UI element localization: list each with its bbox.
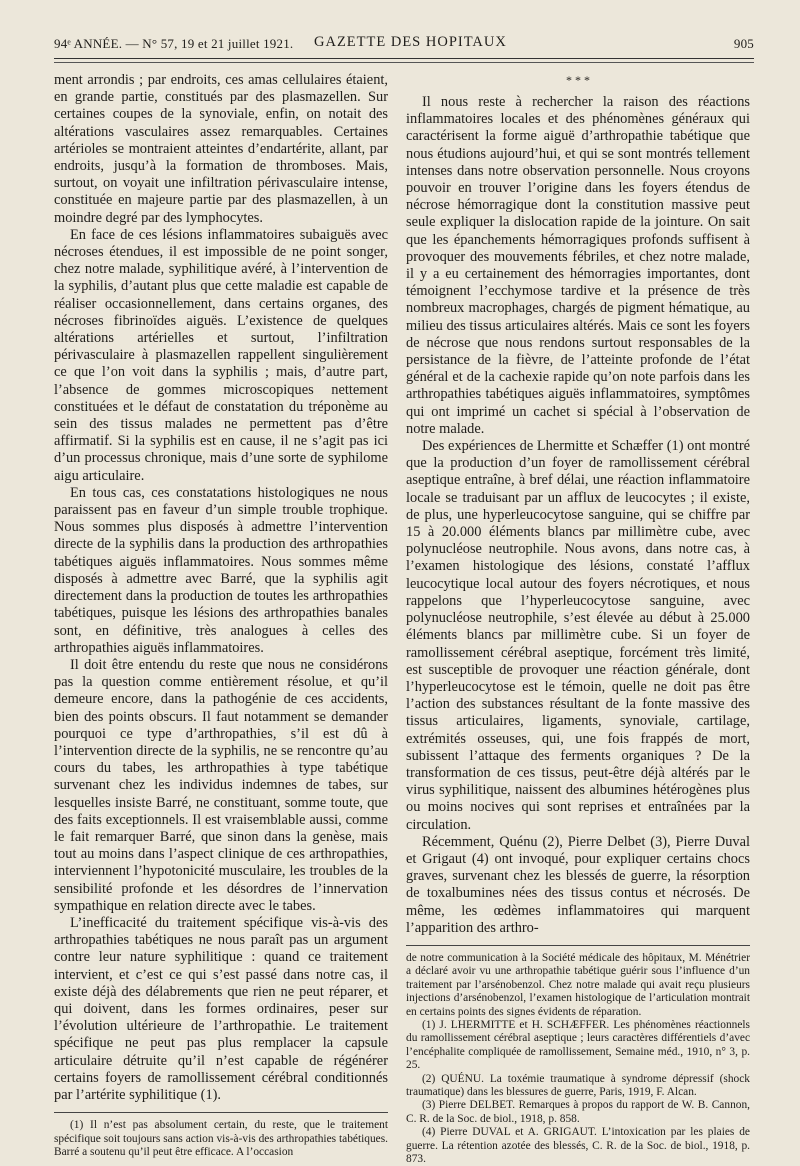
section-separator: * * * (566, 73, 590, 87)
left-column (54, 72, 388, 1159)
paragraph: Des expériences de Lhermitte et Schæffer (1) ont montré que la production d’un foyer de ramollissement cérébral aseptique entraîne, à bref délai, une réaction inflammatoire locale se traduisant par un afflux de leucocytes ; il existe, de plus, une hyperleucocytose sanguine, qui se chiffre par 15 à 20.000 éléments blancs par millimètre cube, avec polynucléose neutrophile. Nous avons, dans notre cas, à l’examen histologique des lésions, constaté l’afflux leucocytique local autour des foyers nécrotiques, et nous rappelons que l’hyperleucocytose sanguine, avec polynucléose neutrophile, s’est élevée au début à 25.000 éléments blancs par millimètre cube. Si un foyer de ramollissement cérébral aseptique, forcément très limité, est susceptible de provoquer une réaction générale, dont l’hyperleucocytose est le témoin, quelle ne doit pas être l’action des substances résultant de la fonte massive des tissus articulaires, ligaments, synoviale, cartilage, extrémités osseuses, qui, une fois frappés de mort, subissent l’attaque des ferments organiques ? De la transformation de ces tissus, peut-être déjà altérés par le virus syphilitique, naissent des albumines hétérogènes plus ou moins nocives qui sont reprises et entraînées par la circulation. (406, 438, 750, 833)
paragraph: En tous cas, ces constatations histologiques ne nous paraissent pas en faveur d’un simple trouble trophique. Nous sommes plus disposés à admettre l’intervention directe de la syphilis dans la production des arthropathies tabétiques aiguës inflammatoires. Nous sommes même disposés à admettre avec Barré, que la syphilis agit directement dans la production de toutes les arthropathies tabétiques, puisque les lésions des arthropathies banales sont, en définitive, très analogues à celles des arthropathies aiguës inflammatoires. (54, 484, 388, 656)
footnote-rule (54, 1112, 388, 1113)
header-rule (54, 58, 754, 59)
paragraph: En face de ces lésions inflammatoires subaiguës avec nécroses étendues, il est impossible de ne point songer, chez notre malade, syphilitique avéré, à l’intervention de la syphilis, d’autant plus que cette maladie est capable de réaliser occasionnellement, dans certains organes, des nécroses fibrinoïdes aiguës. L’existence de quelques altérations artérielles et surtout, l’infiltration périvasculaire à plasmazellen rappellent singulièrement ce que l’on voit dans la syphilis ; mais, d’autre part, l’absence de gommes microscopiques nettement constituées et le défaut de constatation du tréponème au sein des tissus malades ne permettent pas d’être affirmatif. Si la syphilis est en cause, il ne s’agit pas ici d’un processus chronique, mais d’une sorte de syphilome aigu articulaire. (54, 226, 388, 484)
right-footnotes (406, 952, 750, 1166)
paragraph: Il nous reste à rechercher la raison des réactions inflammatoires locales et des phénomènes généraux qui caractérisent la forme aiguë d’arthropathie tabétique que nous étudions aujourd’hui, et qui se sont montrés tellement intenses dans notre observation personnelle. Nous croyons pouvoir en trouver l’origine dans les foyers étendus de nécrose hémorragique dont la constitution massive peut seule expliquer la dislocation rapide de la jointure. On sait que les épanchements hémorragiques profonds suffisent à provoquer des mouvements fébriles, et chez notre malade, il y a eu certainement des hémorragies importantes, dont témoignent l’ecchymose tardive et la présence de très nombreux macrophages, chargés de pigment hématique, au milieu des tissus articulaires altérés. Mais ce sont les foyers de nécrose que nous rendons surtout responsables de la persistance de la fièvre, de l’atteinte profonde de l’état général et de la cachexie rapide qu’on note parfois dans les arthropathies tabétiques aiguës inflammatoires, symptômes qui ont imprimé un cachet si spécial à l’observation de notre malade. (406, 94, 750, 437)
header-rule-thin (54, 62, 754, 63)
paragraph: L’inefficacité du traitement spécifique vis-à-vis des arthropathies tabétiques ne nous paraît pas un argument contre leur nature syphilitique : quand ce traitement intervient, et c’est ce qui s’est passé dans notre cas, il existe déjà des délabrements que rien ne peut réparer, et qui doivent, dans les formes ordinaires, peser sur l’évolution ultérieure de l’arthropathie. Le traitement spécifique ne peut pas plus remplacer la capsule articulaire détruite qu’il n’est capable de régénérer certains foyers de ramollissement cérébral conditionnés par l’artérite syphilitique (1). (54, 914, 388, 1103)
footnote: (2) QUÉNU. La toxémie traumatique à syndrome dépressif (shock traumatique) dans les blessures de guerre, Paris, 1919, F. Alcan. (406, 1072, 750, 1099)
paragraph: Récemment, Quénu (2), Pierre Delbet (3), Pierre Duval et Grigaut (4) ont invoqué, pour expliquer certains chocs graves, survenant chez les blessés de guerre, la résorption de toxalbumines nées des tissus contus et nécrosés. De même, les œdèmes inflammatoires qui marquent l’apparition des arthro- (406, 833, 750, 936)
right-column (406, 74, 750, 1166)
right-body (406, 94, 750, 937)
footnote-rule (406, 945, 750, 946)
footnote: (1) J. LHERMITTE et H. SCHÆFFER. Les phénomènes réactionnels du ramollissement cérébral aseptique ; leurs caractères différentiels d’avec l’encéphalite compliquée de ramollissement, Semaine méd., 1910, n° 3, p. 25. (406, 1018, 750, 1072)
journal-title: GAZETTE DES HOPITAUX (314, 34, 507, 50)
issue-info: 94ᵉ ANNÉE. — N° 57, 19 et 21 juillet 1921. (54, 36, 294, 51)
paragraph: Il doit être entendu du reste que nous ne considérons pas la question comme entièrement résolue, et qu’il demeure encore, dans la pathogénie de ces accidents, bien des points obscurs. Il faut notamment se demander pourquoi ce type d’arthropathies, s’il est dû à l’intervention directe de la syphilis, ne se rencontre qu’au cours du tabes, les arthropathies à type tabétique survenant chez les individus indemnes de tabes, sur lesquelles insiste Barré, ne constituant, somme toute, que des faits exceptionnels. Il est vraisemblable aussi, comme le fait remarquer Barré, que sinon dans la genèse, mais tout au moins dans l’aspect clinique de ces arthropathies, interviennent l’hypotonicité musculaire, les troubles de la sensibilité profonde et les désordres de l’innervation sympathique en relation directe avec le tabes. (54, 656, 388, 914)
footnote: de notre communication à la Société médicale des hôpitaux, M. Ménétrier a déclaré avoir vu une arthropathie tabétique guérir sous l’influence d’un traitement par l’arsénobenzol. Chez notre malade qui avait reçu plusieurs injections d’arsénobenzol, l’examen histologique de l’articulation montrait en certains points des signes évidents de réparation. (406, 951, 750, 1018)
left-footnote: (1) Il n’est pas absolument certain, du reste, que le traitement spécifique soit toujours sans action vis-à-vis des arthropathies tabétiques. Barré a soutenu qu’il peut être efficace. A l’occasion (54, 1119, 388, 1158)
left-body (54, 72, 388, 1104)
paragraph: ment arrondis ; par endroits, ces amas cellulaires étaient, en grande partie, constitués par des plasmazellen. Sur certaines coupes de la synoviale, enfin, on notait des altérations vasculaires assez remarquables. Certaines artérioles se montraient atteintes d’endartérite, allant, par endroits, jusqu’à la formation de thromboses. Mais, surtout, on voyait une infiltration périvasculaire intense, constituée en majeure partie par des plasmazellen, à un moindre degré par des lymphocytes. (54, 72, 388, 226)
footnote: (4) Pierre DUVAL et A. GRIGAUT. L’intoxication par les plaies de guerre. La rétention azotée des blessés, C. R. de la Soc. de biol., 1918, p. 873. (406, 1126, 750, 1166)
page-number: 905 (733, 36, 754, 51)
footnote: (3) Pierre DELBET. Remarques à propos du rapport de W. B. Cannon, C. R. de la Soc. de biol., 1918, p. 858. (406, 1099, 750, 1125)
page-header (54, 32, 754, 54)
